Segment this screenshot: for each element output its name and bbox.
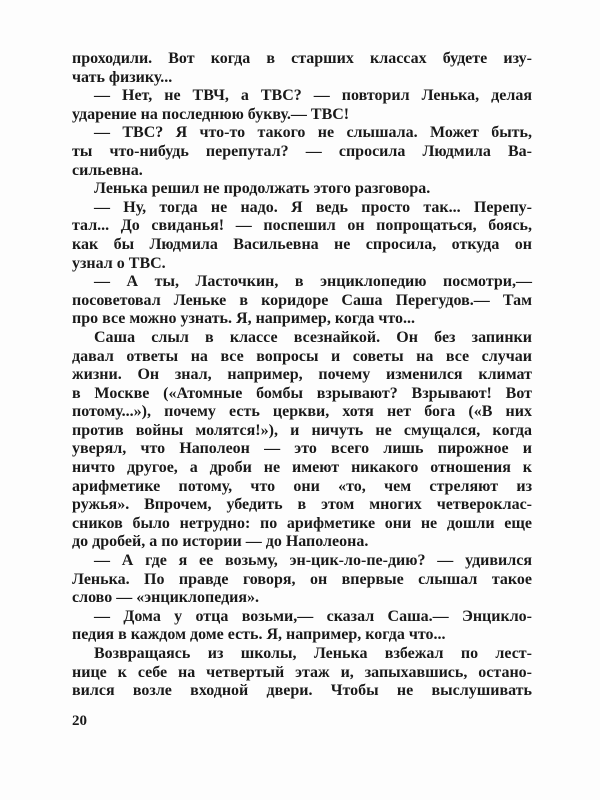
text-line: проходили. Вот когда в старших классах будете изу- (72, 50, 532, 67)
text-line: ты что-нибудь перепутал? — спросила Людмила Ва- (72, 142, 532, 160)
text-line: в Москве («Атомные бомбы взрывают? Взрывают! Вот (72, 384, 532, 402)
text-line: арифметике потому, что они «то, чем стреляют из (72, 477, 532, 495)
text-line: узнал о ТВС. (72, 254, 166, 272)
text-line: нице к себе на четвертый этаж и, запыхавшись, остано- (72, 663, 532, 681)
text-line: слово — «энциклопедия». (72, 589, 260, 607)
text-line: жизни. Он знал, например, почему изменился климат (72, 366, 532, 384)
text-line: — А ты, Ласточкин, в энциклопедию посмотри,— (94, 273, 532, 291)
text-line: — ТВС? Я что-то такого не слышала. Может быть, (94, 124, 532, 142)
text-line: педия в каждом доме есть. Я, например, когда что... (72, 626, 446, 644)
text-line: сников было нетрудно: по арифметике они не дошли еще (72, 514, 532, 532)
text-line: — Дома у отца возьми,— сказал Саша.— Энцикло- (94, 607, 532, 625)
text-line: Возвращаясь из школы, Ленька взбежал по лест- (94, 645, 532, 662)
text-line: давал ответы на все вопросы и советы на все случаи (72, 347, 532, 365)
text-line: вился возле входной двери. Чтобы не выслушивать (72, 682, 532, 700)
text-line: — А где я ее возьму, эн-цик-ло-пе-дию? — удивился (94, 552, 532, 570)
text-line: сильевна. (72, 161, 143, 179)
text-line: чать физику... (72, 68, 173, 86)
text-line: против войны молятся!»), и ничуть не смущался, когда (72, 421, 532, 439)
text-line: до дробей, а по истории — до Наполеона. (72, 533, 369, 551)
text-line: про все можно узнать. Я, например, когда что... (72, 310, 416, 328)
text-line: ничто другое, а дроби не имеют никакого отношения к (72, 459, 532, 477)
text-line: посоветовал Леньке в коридоре Саша Перегудов.— Там (72, 291, 532, 309)
text-line: уверял, что Наполеон — это всего лишь пирожное и (72, 440, 532, 458)
text-line: ружья». Впрочем, убедить в этом многих четвероклас- (72, 496, 532, 514)
text-line: ударение на последнюю букву.— ТВС! (72, 105, 350, 123)
page-body-text (72, 50, 532, 701)
text-line: Саша слыл в классе всезнайкой. Он без запинки (94, 328, 532, 346)
text-line: как бы Людмила Васильевна не спросила, откуда он (72, 235, 532, 253)
text-line: тал... До свиданья! — поспешил он попрощаться, боясь, (72, 217, 532, 235)
text-line: Ленька решил не продолжать этого разговора. (94, 180, 431, 198)
page-number: 20 (72, 713, 87, 729)
text-line: Ленька. По правде говоря, он впервые слышал такое (72, 570, 532, 588)
text-line: потому...»), почему есть церкви, хотя нет бога («В них (72, 403, 532, 421)
text-line: — Нет, не ТВЧ, а ТВС? — повторил Ленька, делая (94, 87, 532, 105)
text-line: — Ну, тогда не надо. Я ведь просто так... Перепу- (94, 198, 532, 216)
